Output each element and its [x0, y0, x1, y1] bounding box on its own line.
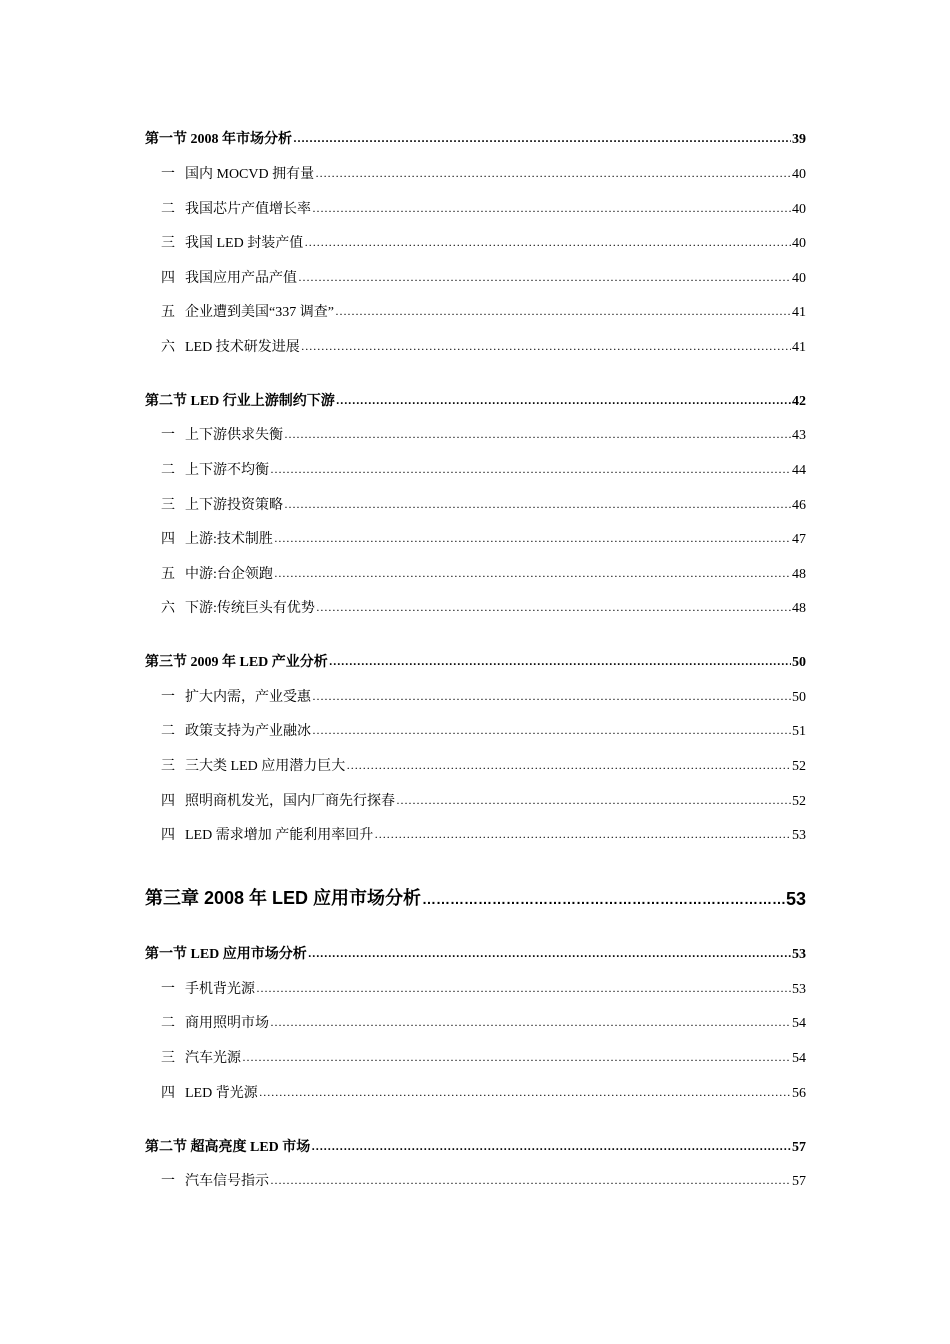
toc-section-entry[interactable]: [145, 124, 806, 148]
toc-page-number: 52: [792, 759, 806, 774]
toc-page-number: 57: [792, 1140, 806, 1155]
toc-page-number: 56: [792, 1086, 806, 1101]
toc-leader: [270, 1172, 791, 1190]
toc-item-entry[interactable]: [145, 1043, 806, 1067]
toc-item-index: 一: [161, 982, 175, 997]
toc-item-title: LED 背光源: [185, 1086, 258, 1101]
toc-item-title: 下游:传统巨头有优势: [185, 601, 315, 616]
toc-leader: [312, 722, 791, 740]
toc-item-index: 四: [161, 794, 175, 809]
toc-item-index: 二: [161, 463, 175, 478]
toc-item-title: 商用照明市场: [185, 1016, 269, 1031]
toc-leader: [308, 945, 791, 963]
toc-item-title: 上下游供求失衡: [185, 428, 283, 443]
toc-section-title: 第一节 LED 应用市场分析: [145, 947, 307, 962]
toc-chapter-title: 第三章 2008 年 LED 应用市场分析: [145, 888, 422, 908]
toc-section-entry[interactable]: [145, 939, 806, 963]
toc-item-index: 一: [161, 428, 175, 443]
toc-page-number: 42: [792, 394, 806, 409]
toc-item-index: 四: [161, 532, 175, 547]
toc-item-title: LED 需求增加 产能利用率回升: [185, 828, 374, 843]
toc-item-entry[interactable]: [145, 455, 806, 479]
toc-item-title: 手机背光源: [185, 982, 255, 997]
toc-item-index: 四: [161, 828, 175, 843]
toc-leader: [346, 757, 791, 775]
toc-page-number: 40: [792, 167, 806, 182]
toc-page-number: 50: [792, 690, 806, 705]
toc-item-entry[interactable]: [145, 820, 806, 844]
toc-section-title: 第二节 LED 行业上游制约下游: [145, 394, 335, 409]
toc-page-number: 48: [792, 567, 806, 582]
toc-item-entry[interactable]: [145, 524, 806, 548]
toc-item-title: 汽车信号指示: [185, 1174, 269, 1189]
toc-item-title: 我国应用产品产值: [185, 271, 297, 286]
toc-page-number: 40: [792, 236, 806, 251]
toc-page-number: 46: [792, 498, 806, 513]
toc-item-entry[interactable]: [145, 593, 806, 617]
toc-leader: [301, 338, 791, 356]
toc-item-index: 一: [161, 1174, 175, 1189]
toc-leader: [315, 165, 791, 183]
toc-page-number: 53: [792, 982, 806, 997]
toc-item-title: 上下游投资策略: [185, 498, 283, 513]
toc-leader: [259, 1084, 791, 1102]
toc-item-title: LED 技术研发进展: [185, 340, 300, 355]
toc-page-number: 52: [792, 794, 806, 809]
toc-item-index: 二: [161, 1016, 175, 1031]
toc-item-index: 二: [161, 202, 175, 217]
toc-leader: [312, 200, 791, 218]
toc-item-entry[interactable]: [145, 263, 806, 287]
toc-page-number: 41: [792, 340, 806, 355]
toc-item-index: 三: [161, 759, 175, 774]
toc-section-title: 第二节 超高亮度 LED 市场: [145, 1140, 311, 1155]
toc-chapter-entry[interactable]: [145, 882, 806, 910]
toc-item-entry[interactable]: [145, 786, 806, 810]
toc-item-title: 国内 MOCVD 拥有量: [185, 167, 315, 182]
toc-page-number: 53: [792, 828, 806, 843]
toc-item-entry[interactable]: [145, 332, 806, 356]
toc-item-title: 中游:台企领跑: [185, 567, 273, 582]
toc-item-index: 四: [161, 1086, 175, 1101]
toc-section-entry[interactable]: [145, 1132, 806, 1156]
toc-page-number: 51: [792, 724, 806, 739]
toc-item-entry[interactable]: [145, 682, 806, 706]
toc-item-title: 三大类 LED 应用潜力巨大: [185, 759, 346, 774]
toc-leader: [242, 1049, 791, 1067]
toc-item-entry[interactable]: [145, 194, 806, 218]
toc-item-title: 我国 LED 封装产值: [185, 236, 304, 251]
toc-leader: [396, 792, 791, 810]
toc-item-index: 三: [161, 1051, 175, 1066]
toc-leader: [312, 688, 791, 706]
toc-item-entry[interactable]: [145, 716, 806, 740]
toc-page-number: 41: [792, 305, 806, 320]
toc-leader: [335, 303, 791, 321]
toc-item-index: 五: [161, 567, 175, 582]
toc-item-title: 扩大内需，产业受惠: [185, 690, 311, 705]
toc-page-number: 47: [792, 532, 806, 547]
toc-leader: [270, 1014, 791, 1032]
toc-item-entry[interactable]: [145, 159, 806, 183]
toc-page-number: 43: [792, 428, 806, 443]
toc-page-number: 40: [792, 202, 806, 217]
toc-leader: [329, 653, 791, 671]
toc-section-title: 第一节 2008 年市场分析: [145, 132, 292, 147]
toc-item-title: 政策支持为产业融冰: [185, 724, 311, 739]
toc-section-entry[interactable]: [145, 386, 806, 410]
toc-page-number: 53: [785, 889, 806, 909]
toc-page-number: 48: [792, 601, 806, 616]
toc-leader: [256, 980, 791, 998]
toc-page-number: 44: [792, 463, 806, 478]
toc-item-title: 上游:技术制胜: [185, 532, 273, 547]
toc-item-index: 一: [161, 167, 175, 182]
toc-leader: [284, 496, 791, 514]
toc-leader: [284, 426, 791, 444]
toc-item-index: 三: [161, 236, 175, 251]
toc-item-index: 六: [161, 340, 175, 355]
toc-item-entry[interactable]: [145, 228, 806, 252]
toc-leader: [311, 1138, 791, 1156]
toc-page-number: 54: [792, 1051, 806, 1066]
toc-item-entry[interactable]: [145, 1166, 806, 1190]
toc-leader: [274, 565, 791, 583]
toc-item-entry[interactable]: [145, 559, 806, 583]
toc-item-index: 二: [161, 724, 175, 739]
toc-item-index: 三: [161, 498, 175, 513]
toc-leader: [374, 826, 791, 844]
toc-item-title: 汽车光源: [185, 1051, 241, 1066]
toc-item-title: 企业遭到美国“337 调查”: [185, 305, 334, 320]
toc-section-title: 第三节 2009 年 LED 产业分析: [145, 655, 328, 670]
toc-item-title: 照明商机发光，国内厂商先行探春: [185, 794, 395, 809]
toc-page-number: 53: [792, 947, 806, 962]
toc-item-entry[interactable]: [145, 974, 806, 998]
toc-leader: [304, 234, 791, 252]
toc-leader: [336, 392, 791, 410]
toc-item-index: 四: [161, 271, 175, 286]
toc-item-entry[interactable]: [145, 420, 806, 444]
toc-page-number: 40: [792, 271, 806, 286]
toc-item-title: 我国芯片产值增长率: [185, 202, 311, 217]
toc-item-entry[interactable]: [145, 1078, 806, 1102]
toc-section-entry[interactable]: [145, 647, 806, 671]
toc-leader: [274, 530, 791, 548]
toc-item-entry[interactable]: [145, 297, 806, 321]
toc-leader: [422, 888, 785, 910]
toc-item-index: 六: [161, 601, 175, 616]
toc-item-entry[interactable]: [145, 490, 806, 514]
toc-page-number: 39: [792, 132, 806, 147]
toc-leader: [316, 599, 791, 617]
toc-page-number: 57: [792, 1174, 806, 1189]
toc-item-index: 五: [161, 305, 175, 320]
toc-page-number: 54: [792, 1016, 806, 1031]
toc-item-title: 上下游不均衡: [185, 463, 269, 478]
toc-leader: [270, 461, 791, 479]
toc-leader: [298, 269, 791, 287]
toc-item-index: 一: [161, 690, 175, 705]
toc-item-entry[interactable]: [145, 1008, 806, 1032]
toc-item-entry[interactable]: [145, 751, 806, 775]
toc-page-number: 50: [792, 655, 806, 670]
toc-leader: [293, 130, 791, 148]
